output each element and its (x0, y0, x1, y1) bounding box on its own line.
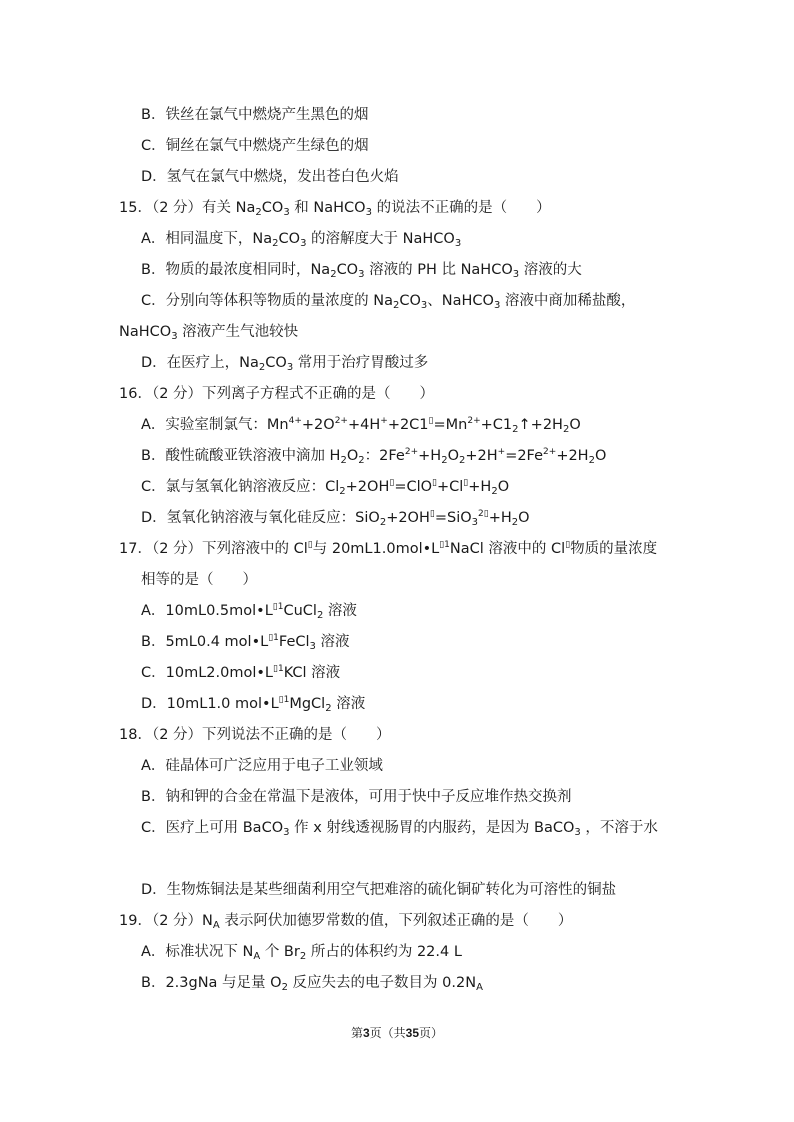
text-run: 的说法不正确的是（ ） (371, 200, 551, 216)
text-run: D．在医疗上，Na (141, 355, 259, 371)
subscript: 2 (340, 455, 347, 466)
text-run: 溶液的大 (519, 262, 582, 278)
text-run: 19．（2 分）N (119, 913, 213, 929)
text-run: A．硅晶体可广泛应用于电子工业领域 (141, 758, 383, 774)
text-run: 的溶解度大于 NaHCO (306, 231, 455, 247)
superscript: 2▯ (478, 509, 489, 519)
text-run: 与 20mL1.0mol•L (312, 541, 440, 557)
text-run: 溶液 (323, 603, 357, 619)
subscript: 3 (493, 300, 501, 311)
option-line (141, 136, 369, 156)
text-run: B．2.3gNa 与足量 O (141, 975, 282, 991)
text-run: O (346, 448, 359, 464)
text-run: C．10mL2.0mol•L (141, 665, 273, 681)
text-run: B．钠和钾的合金在常温下是液体，可用于快中子反应堆作热交换剂 (141, 789, 572, 805)
question-line (119, 384, 434, 404)
text-run: CO (261, 200, 284, 216)
subscript: 2 (562, 424, 570, 435)
superscript: ▯ (463, 478, 469, 488)
text-run: =2Fe (505, 448, 544, 464)
text-run: 17．（2 分）下列溶液中的 Cl (119, 541, 308, 557)
text-run: KCl 溶液 (283, 665, 341, 681)
text-run: 16．（2 分）下列离子方程式不正确的是（ ） (119, 386, 435, 402)
subscript: 3 (471, 517, 479, 528)
subscript: 2 (379, 517, 387, 528)
superscript: 2+ (404, 447, 419, 457)
text-run: O (497, 479, 510, 495)
subscript: 3 (283, 207, 290, 218)
text-run: +2OH (345, 479, 390, 495)
text-run: ，不溶于水 (580, 820, 658, 836)
option-line (141, 880, 616, 900)
text-run: 作 x 射线透视肠胃的内服药，是因为 BaCO (289, 820, 575, 836)
text-run: 溶液 (331, 696, 366, 712)
subscript: 2 (491, 486, 498, 497)
footer-page-number: 3 (362, 1026, 370, 1040)
text-run: FeCl (278, 634, 310, 650)
option-line (141, 756, 383, 776)
text-run: =Mn (433, 417, 468, 433)
text-run: O (518, 510, 530, 526)
subscript: 2 (325, 703, 332, 714)
option-line (141, 787, 571, 807)
option-line (141, 415, 581, 435)
subscript: 2 (588, 455, 595, 466)
option-line (141, 446, 606, 466)
question-line (119, 539, 657, 559)
footer-page-total: 35 (405, 1026, 420, 1040)
subscript: A (212, 920, 220, 931)
subscript: 2 (441, 455, 448, 466)
page-footer (0, 1024, 794, 1041)
option-line (141, 229, 461, 249)
text-run: O (447, 448, 459, 464)
text-run: +2C1 (387, 417, 429, 433)
text-run: 反应失去的电子数目为 0.2N (287, 975, 477, 991)
subscript: 2 (358, 455, 365, 466)
superscript: ▯ (432, 478, 437, 488)
text-run: +2H (465, 448, 498, 464)
text-run: 和 NaHCO (289, 200, 366, 216)
text-run: CO (399, 293, 421, 309)
subscript: 2 (512, 424, 519, 435)
text-run: MgCl (289, 696, 326, 712)
text-run: O (569, 417, 581, 433)
text-run: D．氢气在氯气中燃烧，发出苍白色火焰 (141, 169, 399, 185)
text-run: D．生物炼铜法是某些细菌利用空气把难溶的硫化铜矿转化为可溶性的铜盐 (141, 882, 617, 898)
footer-post: 页） (419, 1026, 444, 1040)
option-line (141, 477, 509, 497)
subscript: 3 (171, 331, 178, 342)
text-run: B．5mL0.4 mol•L (141, 634, 269, 650)
text-run: 所占的体积约为 22.4 L (306, 944, 462, 960)
text-run: 溶液产生气池较快 (177, 324, 299, 340)
superscript: 2+ (543, 447, 557, 457)
text-run: CO (265, 355, 287, 371)
text-run: D．10mL1.0 mol•L (141, 696, 279, 712)
subscript: 2 (272, 238, 279, 249)
subscript: 3 (454, 238, 462, 249)
text-run: A．标准状况下 N (141, 944, 254, 960)
option-line (141, 694, 365, 714)
option-line (141, 570, 257, 590)
option-line (141, 353, 428, 373)
option-line (141, 973, 483, 993)
superscript: 4+ (288, 416, 302, 426)
superscript: ▯1 (268, 633, 279, 643)
text-run: NaCl 溶液中的 Cl (449, 541, 566, 557)
option-line (141, 632, 350, 652)
option-line (141, 260, 582, 280)
option-line (141, 291, 635, 311)
superscript: ▯ (429, 509, 435, 519)
text-run: +H (418, 448, 442, 464)
text-run: 物质的量浓度 (570, 541, 658, 557)
subscript: 2 (511, 517, 519, 528)
text-run: CO (278, 231, 301, 247)
subscript: 2 (258, 362, 266, 373)
subscript: 3 (358, 269, 365, 280)
text-run: C．分别向等体积等物质的量浓度的 Na (141, 293, 393, 309)
superscript: ▯ (565, 540, 571, 550)
superscript: ▯1 (273, 664, 284, 674)
text-run: +2H (556, 448, 589, 464)
subscript: 2 (299, 951, 307, 962)
question-line (119, 198, 551, 218)
question-line (119, 911, 572, 931)
question-line (119, 725, 391, 745)
subscript: 3 (283, 827, 290, 838)
text-run: C．铜丝在氯气中燃烧产生绿色的烟 (141, 138, 369, 154)
text-run: A．相同温度下，Na (141, 231, 273, 247)
text-run: NaHCO (119, 324, 172, 340)
option-line (141, 663, 340, 683)
text-run: 常用于治疗胃酸过多 (293, 355, 429, 371)
footer-pre: 第 (350, 1026, 363, 1040)
text-run: O (594, 448, 607, 464)
subscript: 2 (392, 300, 400, 311)
text-run: C．医疗上可用 BaCO (141, 820, 284, 836)
superscript: ▯ (428, 416, 434, 426)
subscript: 3 (300, 238, 307, 249)
subscript: 2 (339, 486, 346, 497)
text-run: C．氯与氢氧化钠溶液反应：Cl (141, 479, 340, 495)
subscript: A (476, 982, 483, 993)
superscript: + (380, 416, 388, 426)
text-run: +H (488, 510, 512, 526)
option-line (141, 167, 399, 187)
option-line (141, 942, 462, 962)
subscript: 2 (281, 982, 288, 993)
subscript: 3 (512, 269, 520, 280)
text-run: 溶液的 PH 比 NaHCO (364, 262, 513, 278)
text-run: 相等的是（ ） (141, 572, 257, 588)
superscript: + (497, 447, 506, 457)
text-run: ：2Fe (364, 448, 405, 464)
text-run: ↑+2H (518, 417, 563, 433)
text-run: 溶液 (315, 634, 350, 650)
text-run: 、NaHCO (427, 293, 494, 309)
superscript: 2+ (467, 416, 481, 426)
text-run: B．酸性硫酸亚铁溶液中滴加 H (141, 448, 341, 464)
text-run: +4H (347, 417, 381, 433)
subscript: 2 (458, 455, 466, 466)
text-run: CuCl (283, 603, 317, 619)
text-run: 表示阿伏加德罗常数的值，下列叙述正确的是（ ） (219, 913, 573, 929)
text-run: A．实验室制氯气：Mn (141, 417, 289, 433)
superscript: ▯1 (278, 695, 290, 705)
text-run: +Cl (436, 479, 464, 495)
subscript: 2 (255, 207, 262, 218)
text-run: +H (468, 479, 492, 495)
text-run: +C1 (480, 417, 513, 433)
superscript: ▯ (389, 478, 395, 488)
subscript: 3 (286, 362, 294, 373)
option-line (141, 601, 357, 621)
option-line (141, 508, 530, 528)
subscript: 2 (316, 610, 324, 621)
subscript: 2 (330, 269, 337, 280)
text-run: CO (336, 262, 359, 278)
text-run: B．物质的最浓度相同时，Na (141, 262, 331, 278)
subscript: 3 (309, 641, 316, 652)
text-run: =SiO (434, 510, 472, 526)
superscript: 2+ (334, 416, 348, 426)
footer-mid: 页（共 (369, 1026, 406, 1040)
text-run: A．10mL0.5mol•L (141, 603, 273, 619)
text-run: 个 Br (260, 944, 300, 960)
text-run: +2OH (386, 510, 430, 526)
subscript: A (253, 951, 261, 962)
text-run: 15．（2 分）有关 Na (119, 200, 256, 216)
continuation-line (119, 322, 298, 342)
subscript: 3 (574, 827, 581, 838)
text-run: =ClO (394, 479, 433, 495)
text-run: 溶液中商加稀盐酸， (500, 293, 636, 309)
subscript: 3 (365, 207, 372, 218)
subscript: 3 (420, 300, 428, 311)
text-run: D．氢氧化钠溶液与氧化硅反应：SiO (141, 510, 380, 526)
superscript: ▯1 (439, 540, 450, 550)
option-line (141, 105, 368, 125)
text-run: B．铁丝在氯气中燃烧产生黑色的烟 (141, 107, 369, 123)
text-run: +2O (301, 417, 335, 433)
text-run: 18．（2 分）下列说法不正确的是（ ） (119, 727, 391, 743)
option-line (141, 818, 658, 838)
superscript: ▯ (307, 540, 313, 550)
superscript: ▯1 (272, 602, 284, 612)
